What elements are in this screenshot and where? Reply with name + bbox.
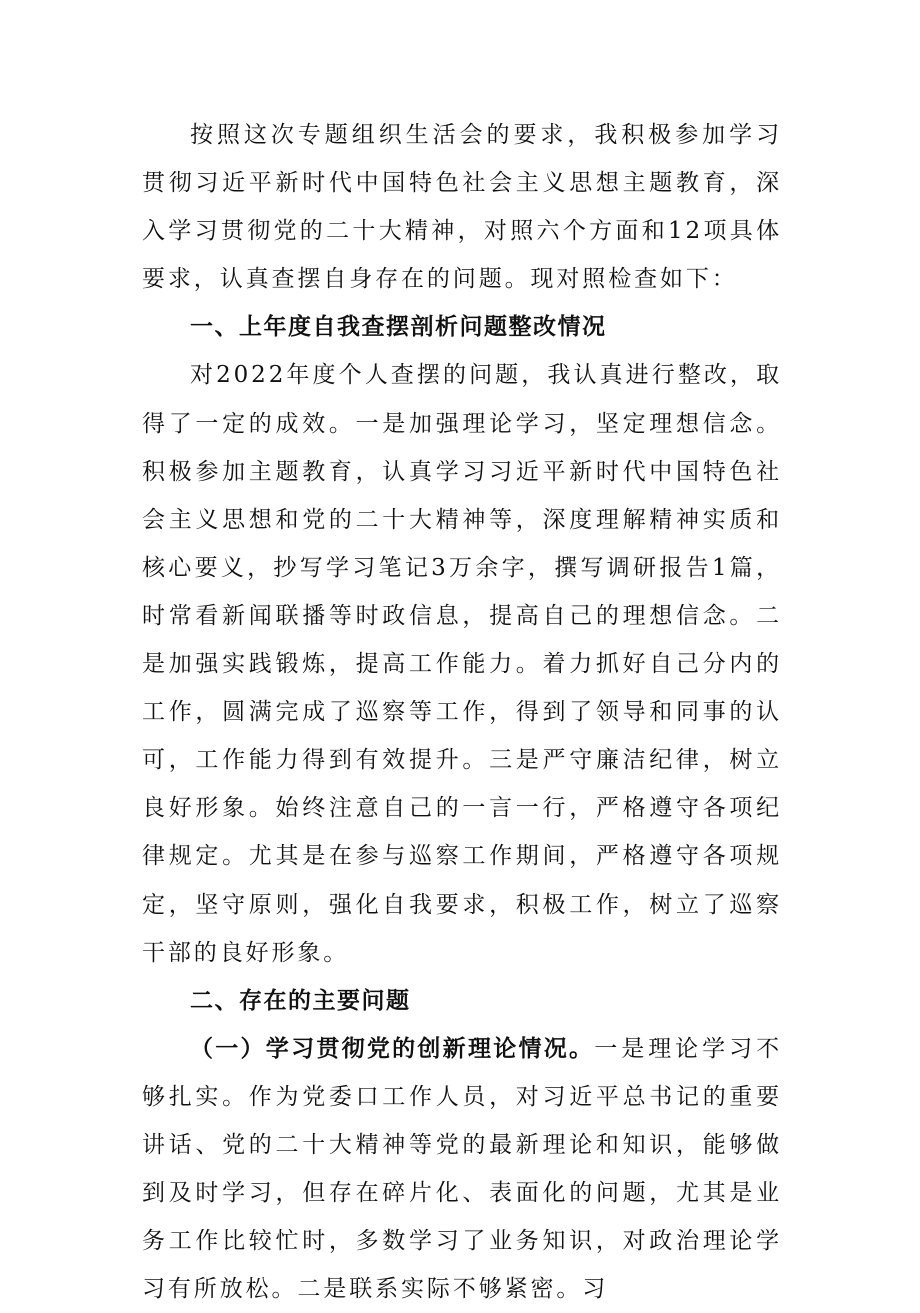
intro-paragraph: 按照这次专题组织生活会的要求，我积极参加学习贯彻习近平新时代中国特色社会主义思想主题教育，深入学习贯彻党的二十大精神，对照六个方面和12项具体要求，认真查摆自身存在的问题。现对照检查如下： (142, 122, 782, 293)
section-1-heading: 一、上年度自我查摆剖析问题整改情况 (190, 314, 607, 341)
section-2-subsection-1-paragraph (142, 1025, 782, 1313)
subsection-1-lead: （一）学习贯彻党的创新理论情况。 (190, 1035, 595, 1062)
section-2-heading: 二、存在的主要问题 (190, 987, 411, 1014)
subsection-1-body: 一是理论学习不够扎实。作为党委口工作人员，对习近平总书记的重要讲话、党的二十大精神等党的最新理论和知识，能够做到及时学习，但存在碎片化、表面化的问题，尤其是业务工作比较忙时，多数学习了业务知识，对政治理论学习有所放松。二是联系实际不够紧密。习 (142, 1035, 782, 1303)
section-1-paragraph: 对2022年度个人查摆的问题，我认真进行整改，取得了一定的成效。一是加强理论学习，坚定理想信念。积极参加主题教育，认真学习习近平新时代中国特色社会主义思想和党的二十大精神等，深度理解精神实质和核心要义，抄写学习笔记3万余字，撰写调研报告1篇，时常看新闻联播等时政信息，提高自己的理想信念。二是加强实践锻炼，提高工作能力。着力抓好自己分内的工作，圆满完成了巡察等工作，得到了领导和同事的认可，工作能力得到有效提升。三是严守廉洁纪律，树立良好形象。始终注意自己的一言一行，严格遵守各项纪律规定。尤其是在参与巡察工作期间，严格遵守各项规定，坚守原则，强化自我要求，积极工作，树立了巡察干部的良好形象。 (142, 362, 782, 966)
document-body (142, 111, 782, 1313)
